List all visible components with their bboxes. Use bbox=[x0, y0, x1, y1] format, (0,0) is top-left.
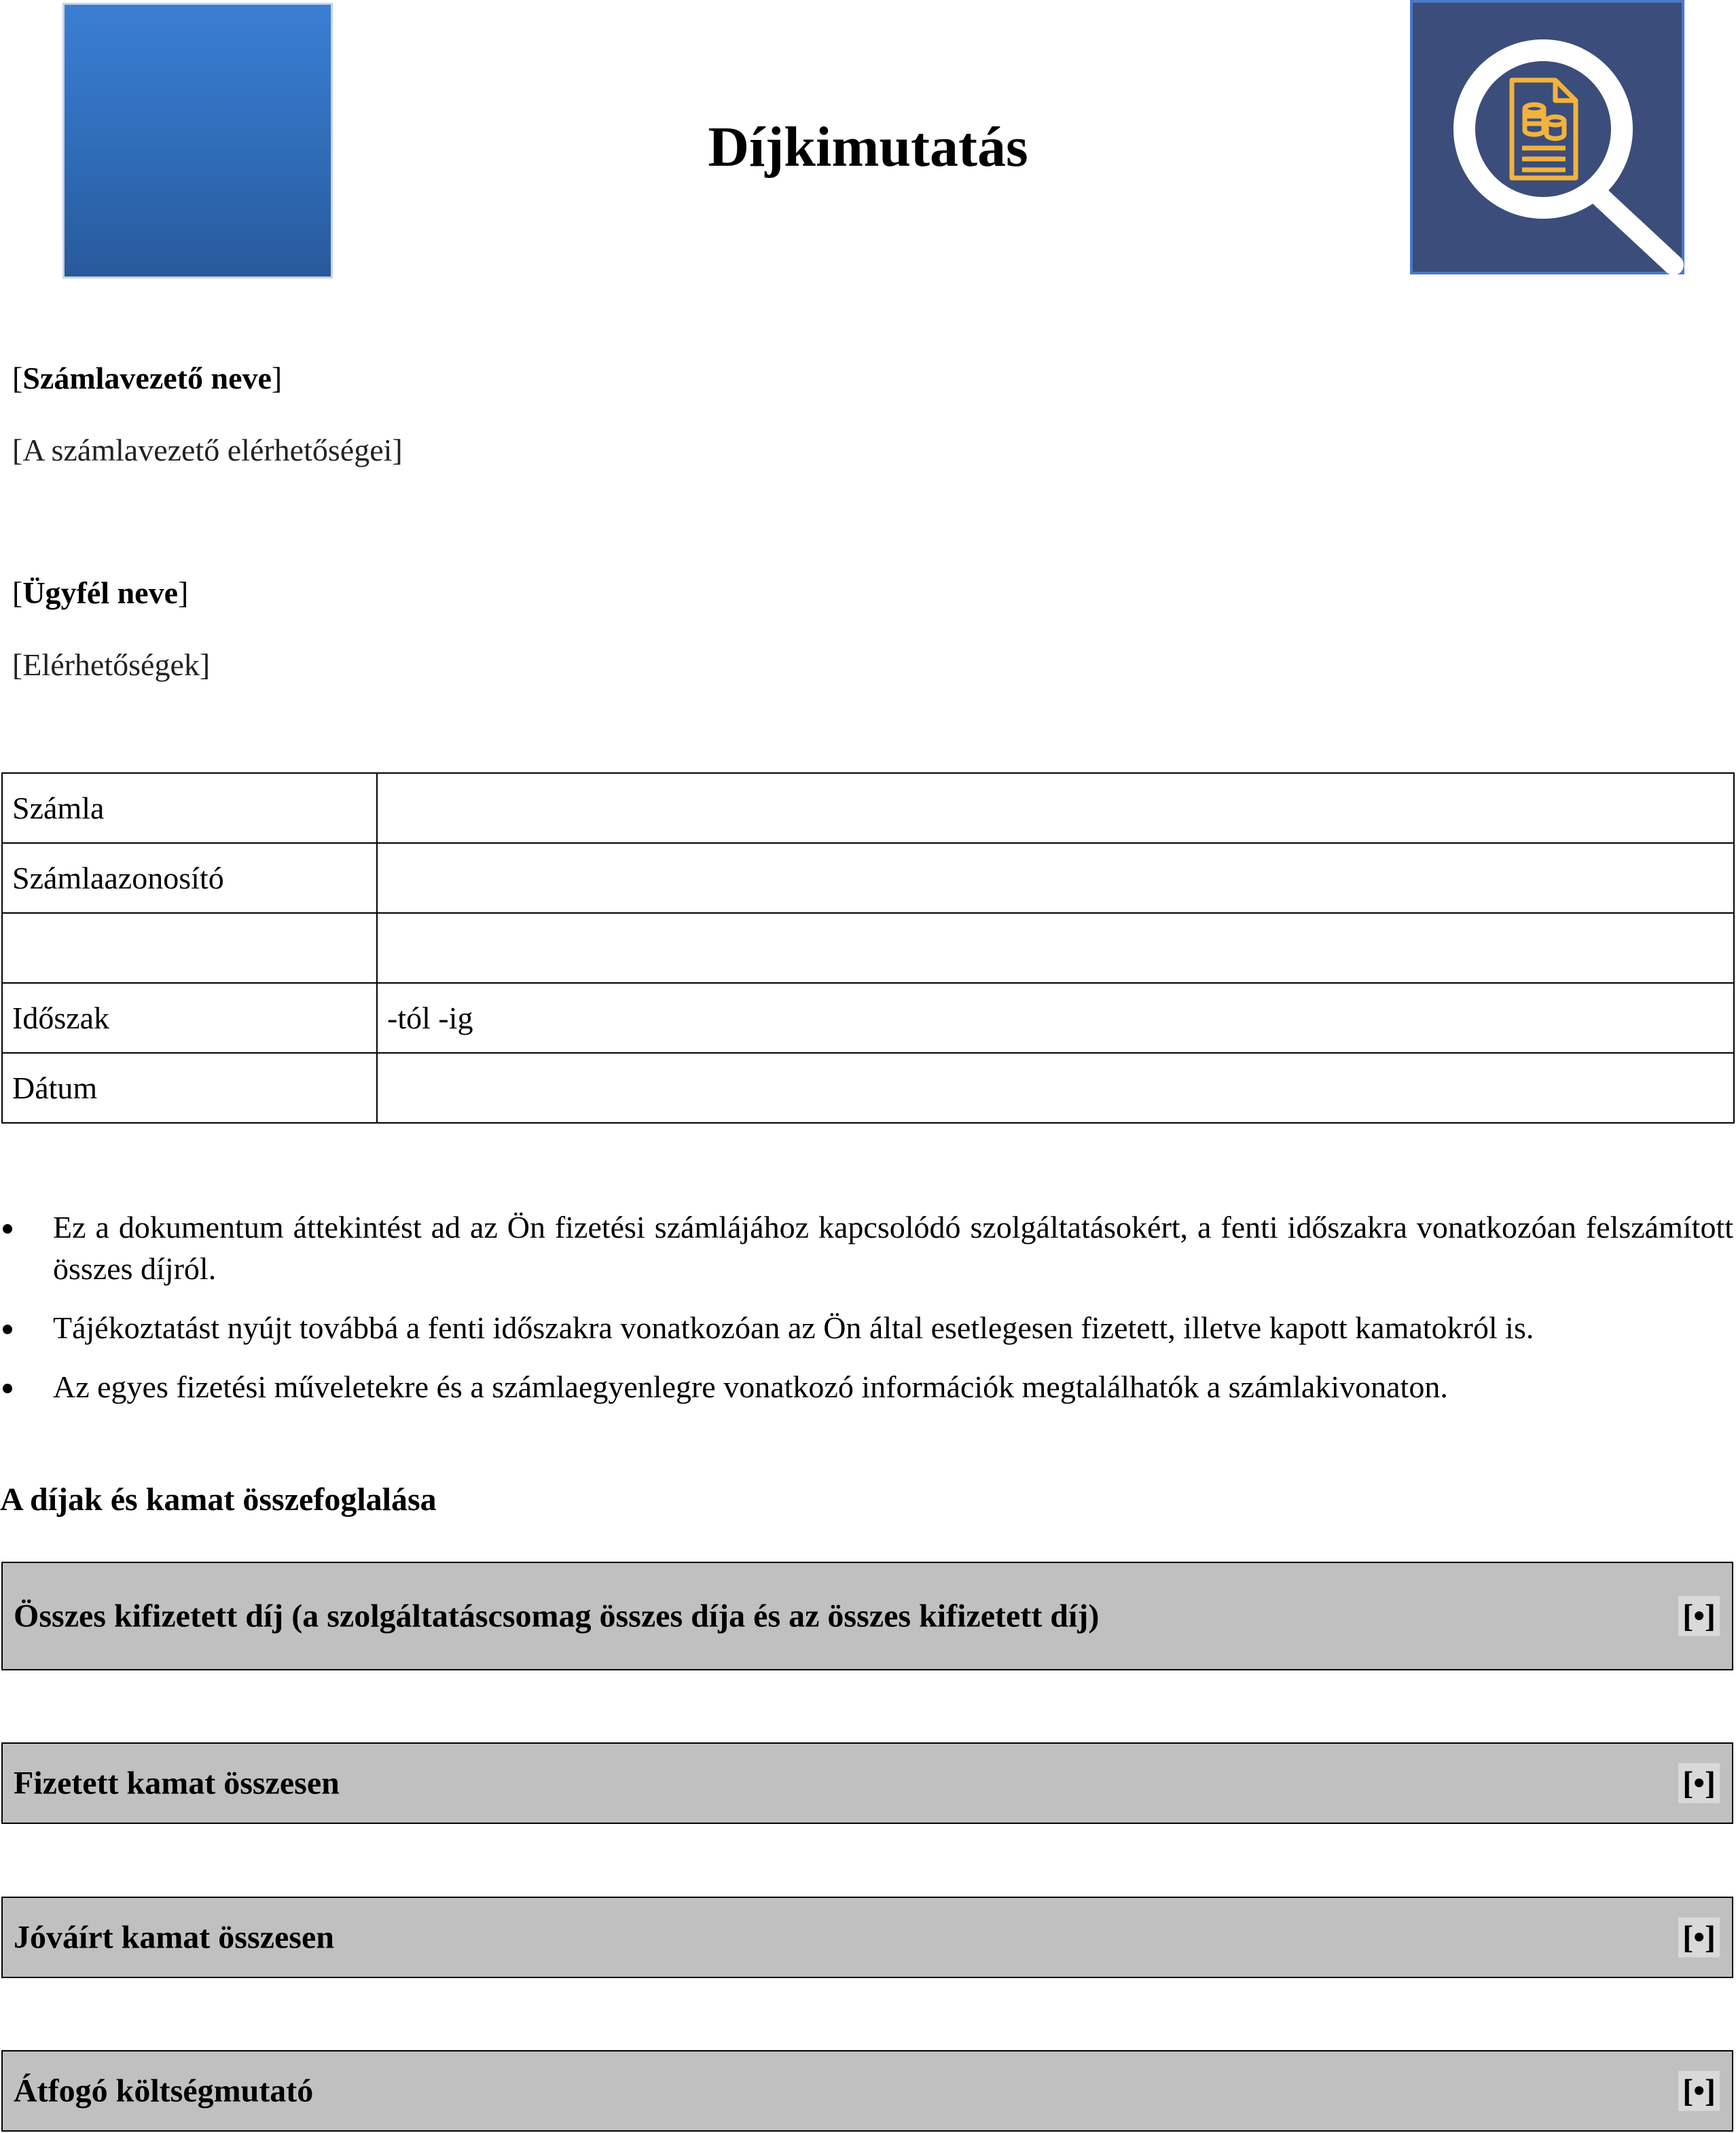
summary-value-placeholder: [•] bbox=[1678, 1596, 1720, 1636]
bullet-icon bbox=[3, 1224, 12, 1234]
table-cell-label: Időszak bbox=[2, 983, 377, 1053]
summary-value-placeholder: [•] bbox=[1678, 2071, 1720, 2111]
table-row bbox=[2, 1053, 1734, 1123]
summary-value-placeholder: [•] bbox=[1678, 1763, 1720, 1804]
section-heading: A díjak és kamat összefoglalása bbox=[0, 1482, 437, 1518]
table-row bbox=[2, 983, 1734, 1053]
table-cell-label bbox=[2, 913, 377, 983]
bullet-icon bbox=[3, 1384, 12, 1393]
client-contact: [Elérhetőségek] bbox=[12, 647, 211, 682]
summary-row-interest-credited bbox=[1, 1897, 1733, 1978]
table-cell-value: -tól -ig bbox=[377, 983, 1734, 1053]
search-document-coins-icon bbox=[1410, 0, 1684, 274]
table-cell-value bbox=[377, 1053, 1734, 1123]
summary-label: Összes kifizetett díj (a szolgáltatáscsomag összes díja és az összes kifizetett díj) bbox=[14, 1598, 1100, 1634]
summary-label: Jóváírt kamat összesen bbox=[14, 1919, 334, 1956]
bullet-text: Az egyes fizetési műveletekre és a számlaegyenlegre vonatkozó információk megtalálhatók a számlakivonaton. bbox=[53, 1369, 1448, 1404]
list-item bbox=[0, 1307, 1733, 1348]
table-row bbox=[2, 913, 1734, 983]
table-cell-label: Dátum bbox=[2, 1053, 377, 1123]
summary-row-interest-paid bbox=[1, 1742, 1733, 1824]
table-cell-label: Számlaazonosító bbox=[2, 843, 377, 913]
summary-label: Átfogó költségmutató bbox=[14, 2073, 314, 2109]
client-name: [Ügyfél neve] bbox=[12, 575, 189, 610]
provider-name-text: Számlavezető neve bbox=[22, 361, 272, 395]
list-item bbox=[0, 1206, 1733, 1289]
table-cell-value bbox=[377, 913, 1734, 983]
table-cell-value bbox=[377, 773, 1734, 843]
provider-name: [Számlavezető neve] bbox=[12, 361, 283, 395]
bullet-icon bbox=[3, 1325, 12, 1334]
table-row bbox=[2, 773, 1734, 843]
provider-contact: [A számlavezető elérhetőségei] bbox=[12, 433, 403, 467]
list-item bbox=[0, 1366, 1733, 1408]
bullet-text: Tájékoztatást nyújt továbbá a fenti időszakra vonatkozóan az Ön által esetlegesen fizetett, illetve kapott kamatokról is. bbox=[53, 1310, 1534, 1345]
summary-row-cost-indicator bbox=[1, 2050, 1733, 2132]
client-name-text: Ügyfél neve bbox=[22, 575, 178, 610]
table-cell-label: Számla bbox=[2, 773, 377, 843]
summary-label: Fizetett kamat összesen bbox=[14, 1765, 340, 1802]
info-bullet-list bbox=[0, 1206, 1733, 1425]
table-cell-value bbox=[377, 843, 1734, 913]
bullet-text: Ez a dokumentum áttekintést ad az Ön fizetési számlájához kapcsolódó szolgáltatásokért, a fenti időszakra vonatkozóan felszámított összes díjról. bbox=[53, 1210, 1733, 1286]
account-info-table bbox=[1, 772, 1735, 1124]
table-row bbox=[2, 843, 1734, 913]
summary-row-total-fees bbox=[1, 1562, 1733, 1670]
summary-value-placeholder: [•] bbox=[1678, 1918, 1720, 1958]
page-title: Díjkimutatás bbox=[708, 115, 1028, 179]
